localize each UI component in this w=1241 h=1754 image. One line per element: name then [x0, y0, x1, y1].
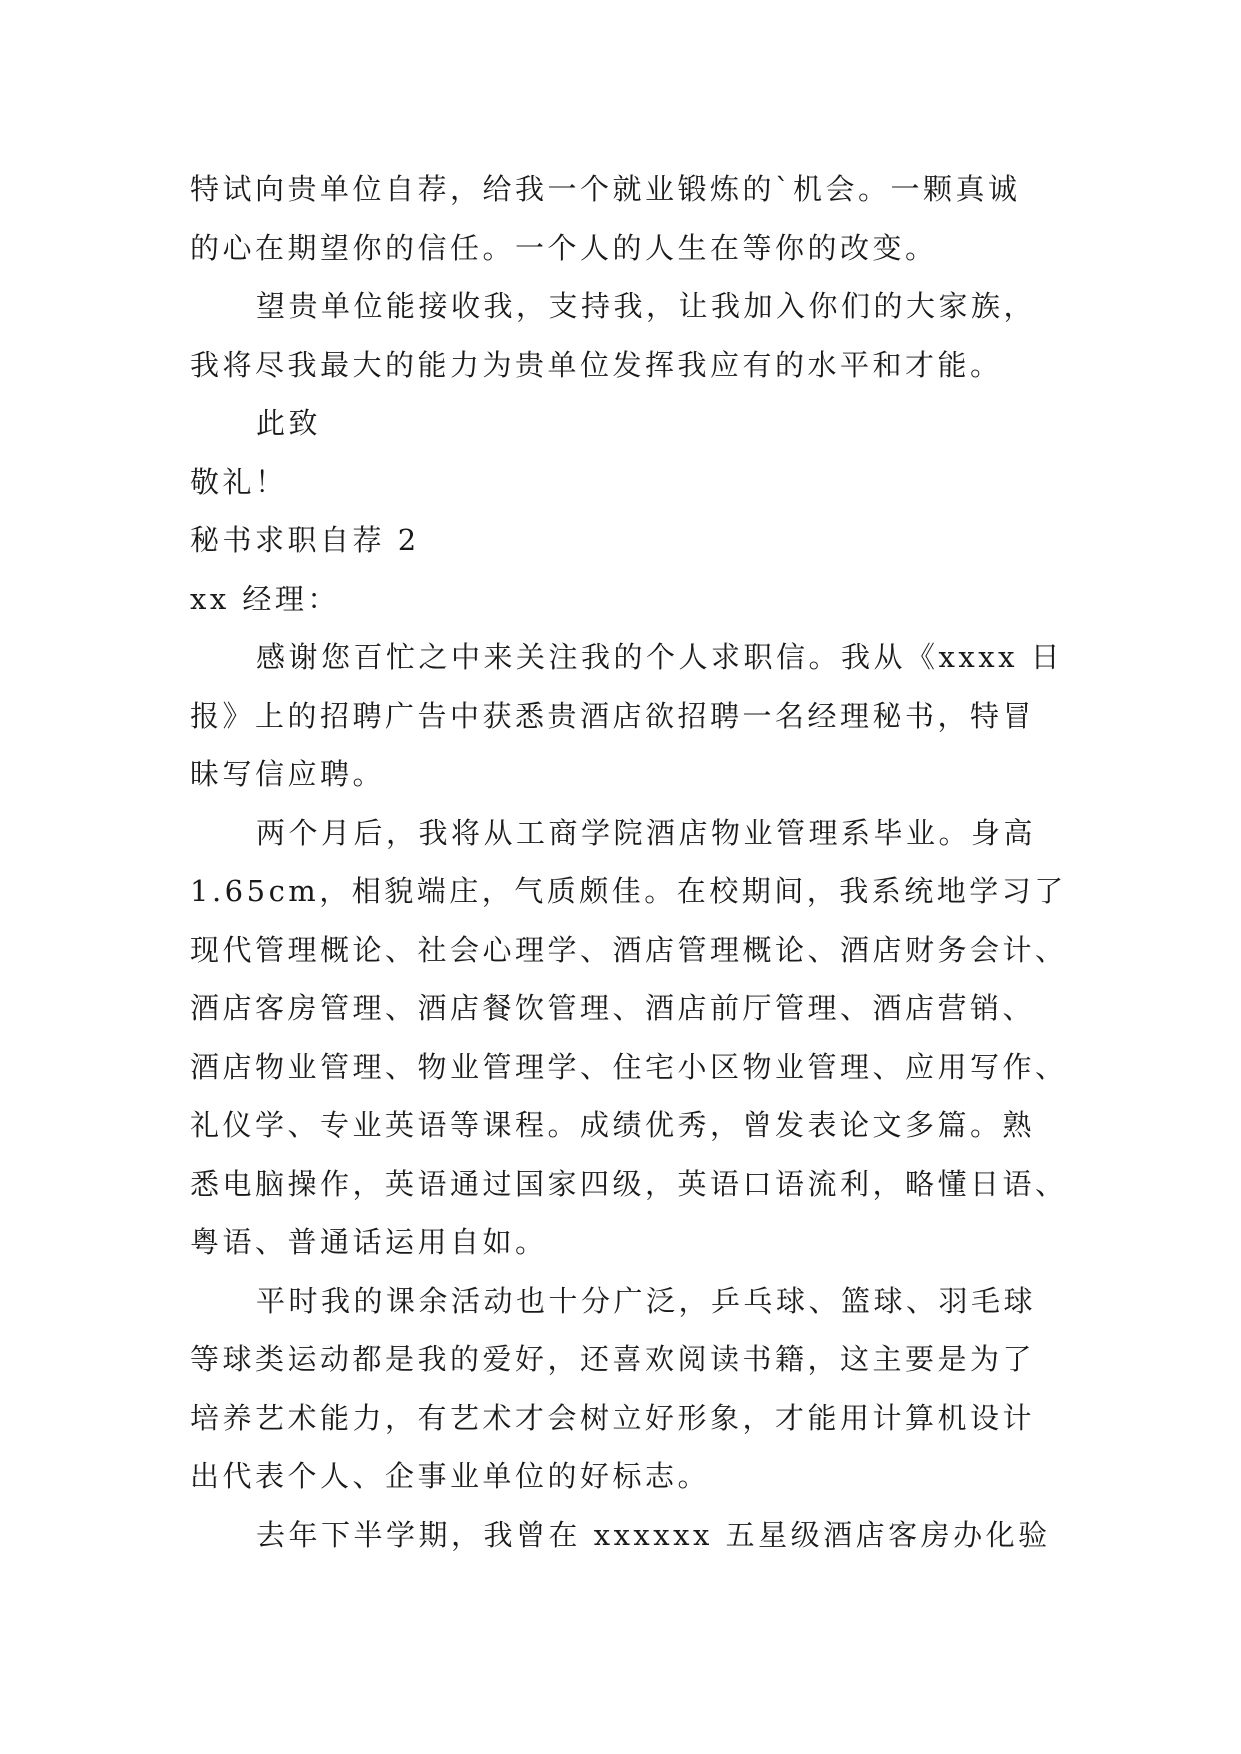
text-line: 的心在期望你的信任。一个人的人生在等你的改变。 [190, 230, 938, 265]
text-line: 培养艺术能力，有艺术才会树立好形象，才能用计算机设计 [190, 1400, 1036, 1435]
text-line: 感谢您百忙之中来关注我的个人求职信。我从《xxxx 日 [256, 640, 1064, 674]
text-line: 两个月后，我将从工商学院酒店物业管理系毕业。身高 [256, 815, 1037, 850]
text-line: 酒店物业管理、物业管理学、住宅小区物业管理、应用写作、 [190, 1049, 1068, 1084]
text-line: 我将尽我最大的能力为贵单位发挥我应有的水平和才能。 [190, 347, 1003, 382]
text-line: 特试向贵单位自荐，给我一个就业锻炼的`机会。一颗真诚 [190, 172, 1021, 206]
text-line: 秘书求职自荐 2 [190, 523, 420, 557]
text-line: 此致 [256, 406, 322, 440]
document-body [190, 160, 1070, 1564]
text-line: 敬礼！ [190, 464, 288, 499]
text-line: 悉电脑操作，英语通过国家四级，英语口语流利，略懂日语、 [190, 1166, 1068, 1201]
text-line: 平时我的课余活动也十分广泛，乒乓球、篮球、羽毛球 [256, 1283, 1037, 1318]
text-line: 粤语、普通话运用自如。 [190, 1225, 548, 1259]
text-line: 现代管理概论、社会心理学、酒店管理概论、酒店财务会计、 [190, 932, 1068, 967]
text-line: 昧写信应聘。 [190, 757, 386, 791]
text-line: 去年下半学期，我曾在 xxxxxx 五星级酒店客房办化验 [256, 1517, 1051, 1552]
text-line: 礼仪学、专业英语等课程。成绩优秀，曾发表论文多篇。熟 [190, 1108, 1036, 1142]
text-line: xx 经理： [190, 581, 340, 616]
text-line: 望贵单位能接收我，支持我，让我加入你们的大家族， [256, 289, 1037, 323]
text-line: 等球类运动都是我的爱好，还喜欢阅读书籍，这主要是为了 [190, 1342, 1036, 1376]
text-line: 酒店客房管理、酒店餐饮管理、酒店前厅管理、酒店营销、 [190, 991, 1036, 1025]
text-line: 出代表个人、企事业单位的好标志。 [190, 1459, 711, 1493]
text-line: 1.65cm，相貌端庄，气质颇佳。在校期间，我系统地学习了 [190, 874, 1067, 908]
text-line: 报》上的招聘广告中获悉贵酒店欲招聘一名经理秘书，特冒 [190, 698, 1036, 733]
